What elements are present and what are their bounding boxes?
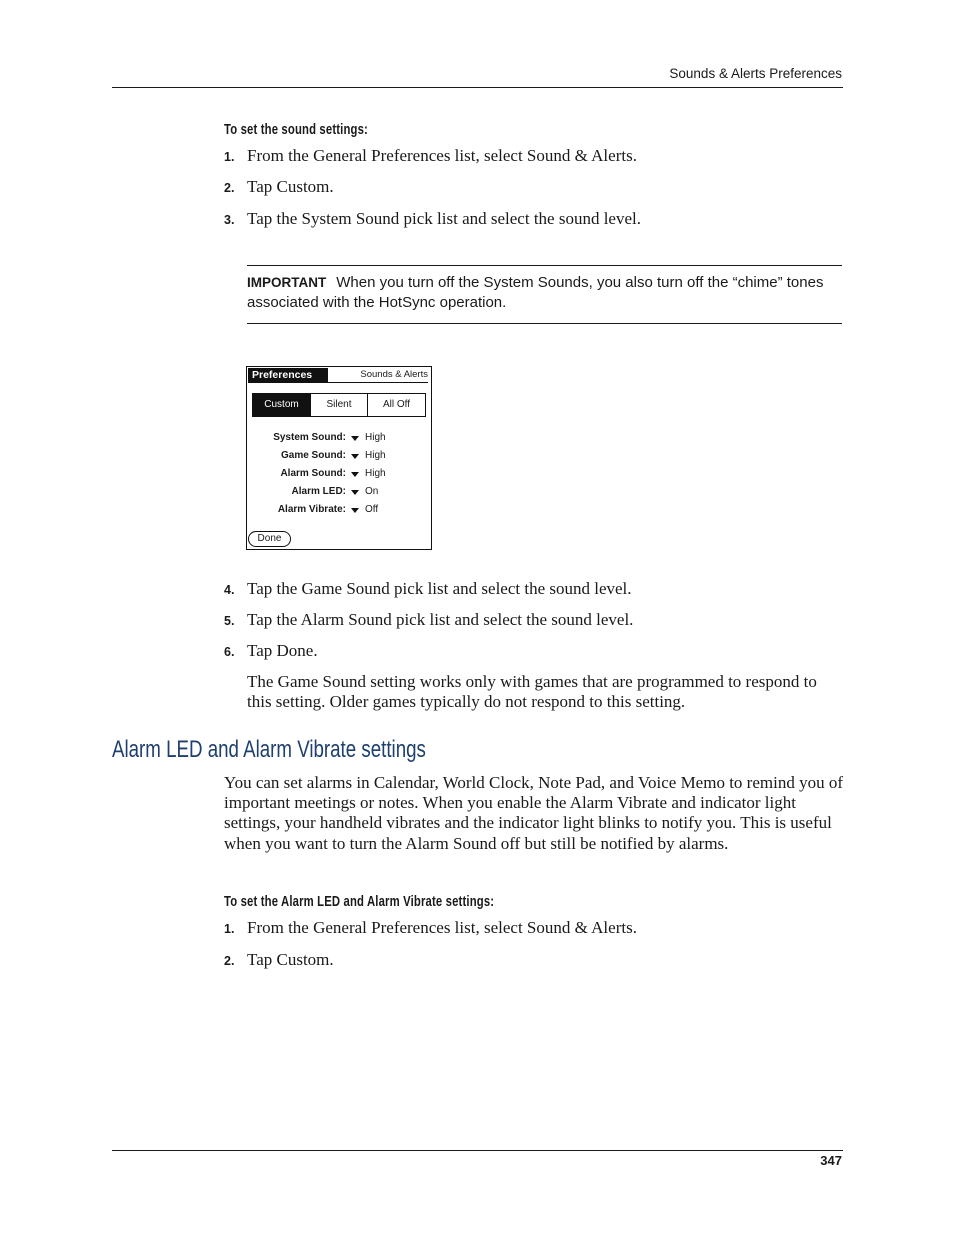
note-top-rule	[247, 265, 842, 266]
step-number: 5.	[224, 614, 235, 628]
custom-button[interactable]: Custom	[252, 393, 311, 417]
alarm-led-label: Alarm LED:	[291, 486, 346, 497]
palm-title-underline	[248, 382, 428, 383]
alarm-sound-dropdown-icon[interactable]	[351, 472, 359, 477]
step-number: 2.	[224, 181, 235, 195]
system-sound-label: System Sound:	[273, 432, 346, 443]
alarm-sound-value[interactable]: High	[365, 468, 386, 479]
step-number: 6.	[224, 645, 235, 659]
alarm-vibrate-dropdown-icon[interactable]	[351, 508, 359, 513]
step-text: Tap Custom.	[247, 950, 334, 969]
palm-screen	[246, 366, 432, 550]
footer-rule	[112, 1150, 843, 1151]
silent-button[interactable]: Silent	[310, 393, 368, 417]
alarm-sound-label: Alarm Sound:	[280, 468, 346, 479]
game-sound-dropdown-icon[interactable]	[351, 454, 359, 459]
palm-category[interactable]: Sounds & Alerts	[360, 369, 428, 380]
alarm-led-dropdown-icon[interactable]	[351, 490, 359, 495]
procedure-heading: To set the Alarm LED and Alarm Vibrate settings:	[224, 894, 495, 910]
step-number: 1.	[224, 150, 235, 164]
step-text: Tap Done.	[247, 641, 318, 660]
all-off-button[interactable]: All Off	[367, 393, 426, 417]
step-text: From the General Preferences list, select Sound & Alerts.	[247, 918, 637, 937]
note-bottom-rule	[247, 323, 842, 324]
step-text: From the General Preferences list, select Sound & Alerts.	[247, 146, 637, 165]
step-text: Tap the Alarm Sound pick list and select the sound level.	[247, 610, 634, 629]
step-number: 4.	[224, 583, 235, 597]
important-note	[247, 273, 842, 312]
alarm-led-value[interactable]: On	[365, 486, 379, 497]
section-title: Alarm LED and Alarm Vibrate settings	[112, 736, 426, 763]
step-text: Tap the System Sound pick list and select the sound level.	[247, 209, 641, 228]
game-sound-note: The Game Sound setting works only with games that are programmed to respond to this setting. Older games typically do not respond to this setting.	[247, 672, 817, 712]
palm-title: Preferences	[248, 368, 328, 382]
header-rule	[112, 87, 843, 88]
system-sound-dropdown-icon[interactable]	[351, 436, 359, 441]
note-text: When you turn off the System Sounds, you also turn off the “chime” tones associated with the HotSync operation.	[247, 274, 824, 311]
step-number: 3.	[224, 213, 235, 227]
step-text: Tap the Game Sound pick list and select the sound level.	[247, 579, 632, 598]
alarm-vibrate-label: Alarm Vibrate:	[277, 504, 346, 515]
section-intro: You can set alarms in Calendar, World Clock, Note Pad, and Voice Memo to remind you of important meetings or notes. When you enable the Alarm Vibrate and indicator light settings, your handheld vibrates and the indicator light blinks to notify you. This is useful when you want to turn the Alarm Sound off but still be notified by alarms.	[224, 773, 843, 853]
alarm-vibrate-value[interactable]: Off	[365, 504, 379, 515]
procedure-heading: To set the sound settings:	[224, 122, 368, 138]
running-head: Sounds & Alerts Preferences	[669, 66, 842, 81]
done-button[interactable]: Done	[248, 531, 291, 547]
step-number: 2.	[224, 954, 235, 968]
page-number: 347	[820, 1153, 842, 1168]
game-sound-label: Game Sound:	[280, 450, 346, 461]
game-sound-value[interactable]: High	[365, 450, 386, 461]
system-sound-value[interactable]: High	[365, 432, 386, 443]
note-label: IMPORTANT	[247, 275, 327, 290]
step-number: 1.	[224, 922, 235, 936]
step-text: Tap Custom.	[247, 177, 334, 196]
